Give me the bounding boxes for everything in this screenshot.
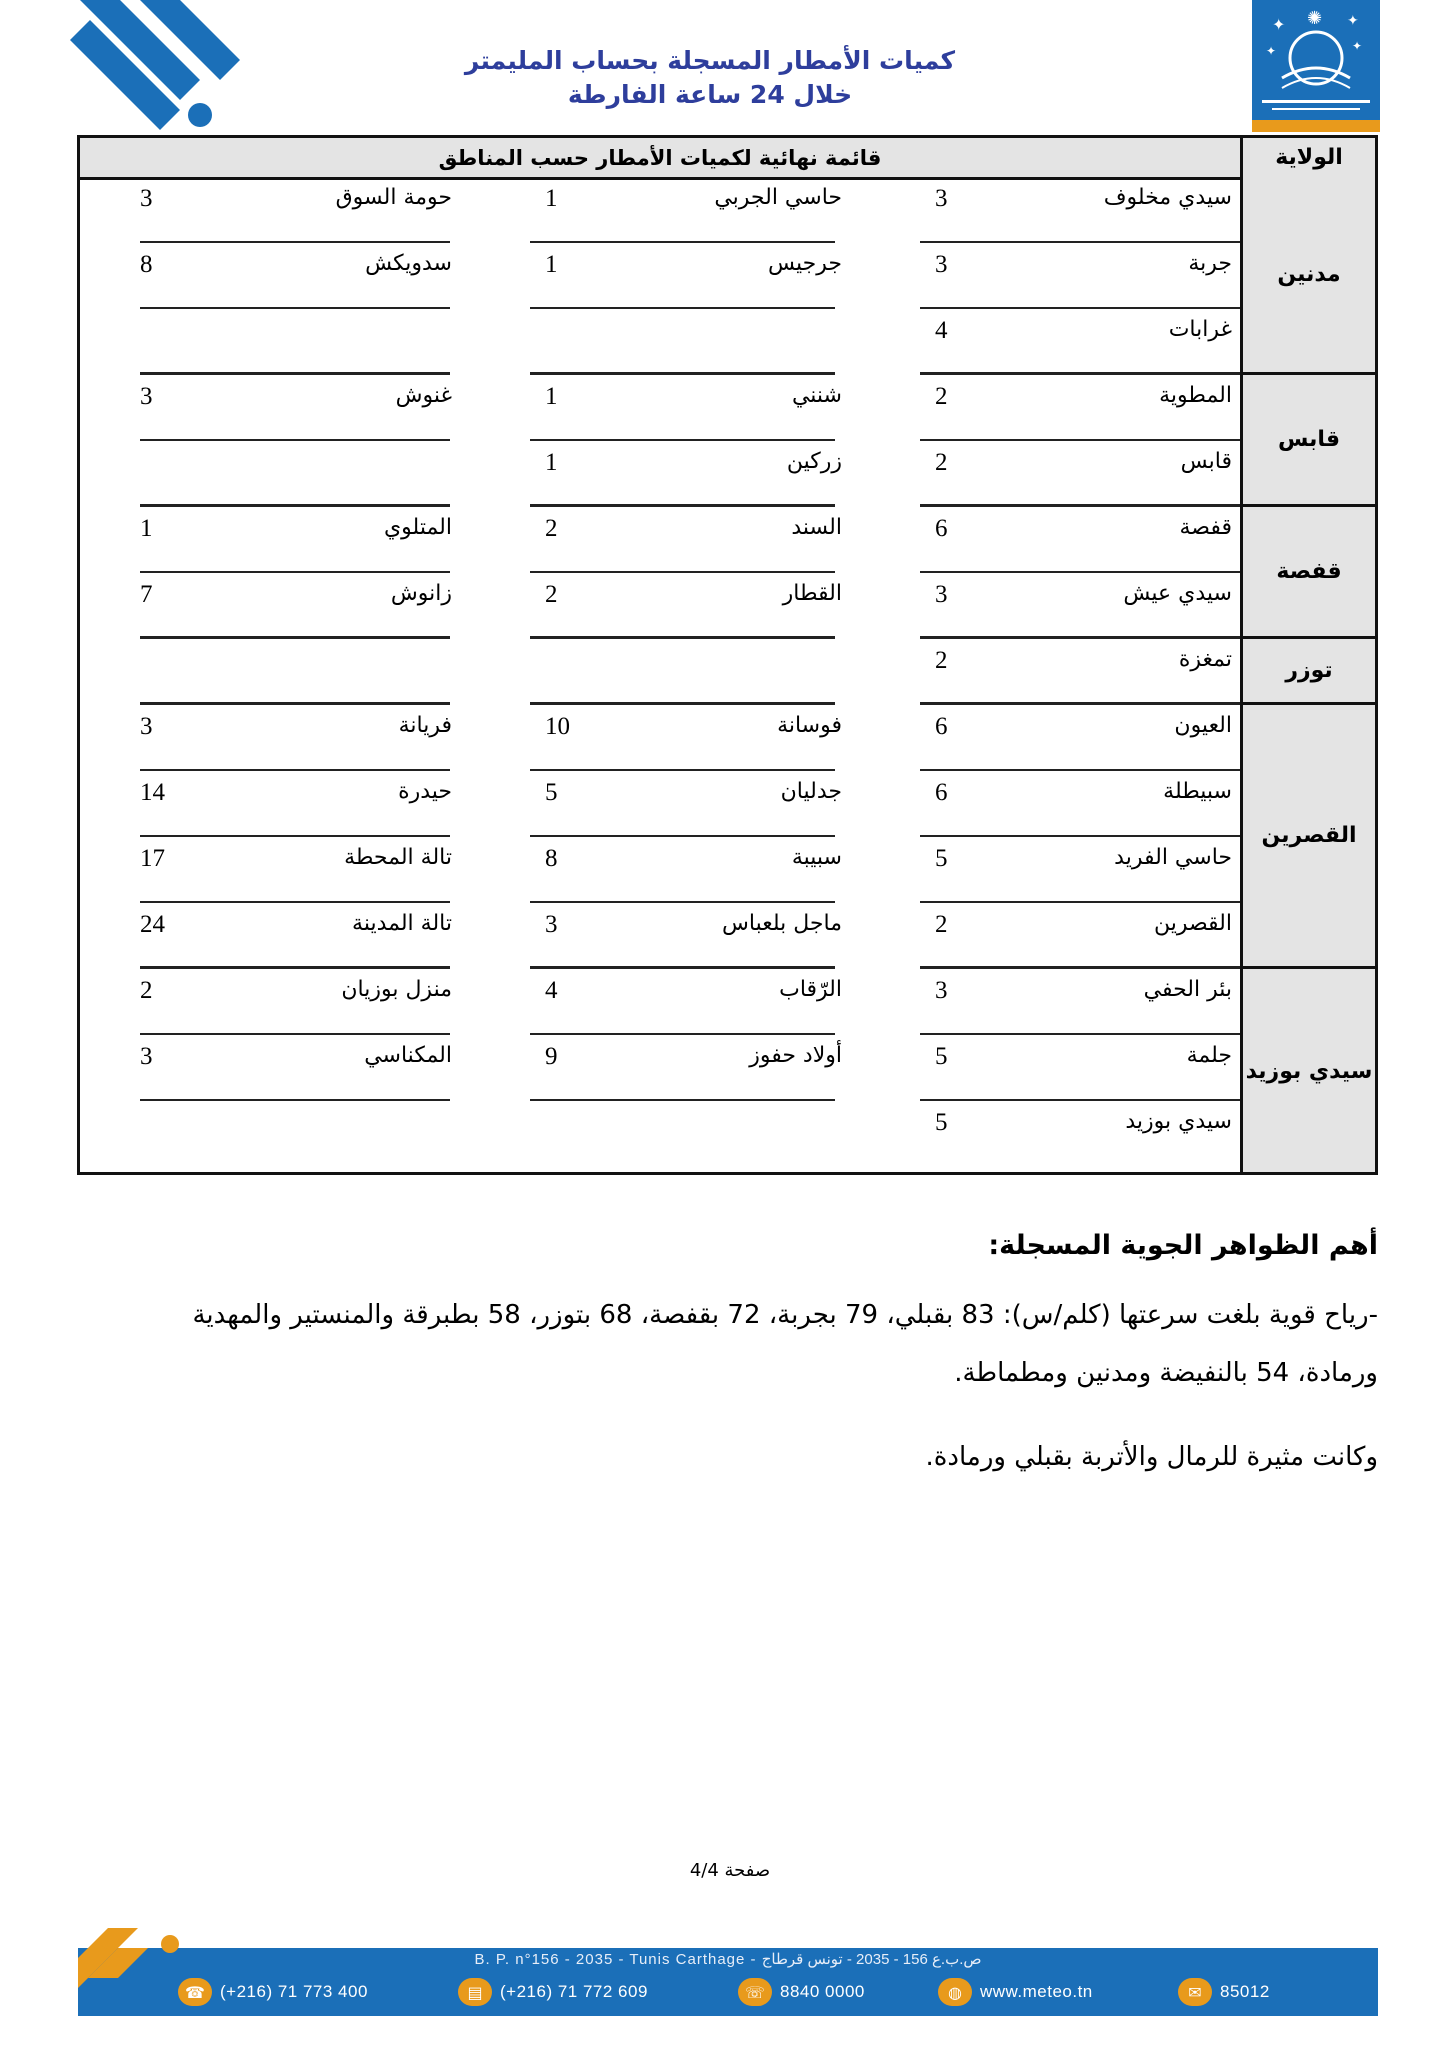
station-name: سيدي عيش <box>1123 581 1232 606</box>
rainfall-value: 4 <box>545 977 558 1004</box>
rainfall-value: 5 <box>935 1109 948 1136</box>
rainfall-value: 2 <box>140 977 153 1004</box>
rainfall-value: 2 <box>935 383 948 410</box>
globe-icon: ◍ <box>938 1978 972 2006</box>
footer-fax <box>458 1978 648 2006</box>
station-name: تمغزة <box>1178 647 1232 672</box>
rainfall-value: 2 <box>935 449 948 476</box>
station-name: جدليان <box>780 779 842 804</box>
station-name: منزل بوزيان <box>341 977 452 1002</box>
sms-number: 85012 <box>1220 1982 1270 2001</box>
station-name: القطار <box>782 581 842 606</box>
rainfall-value: 3 <box>935 185 948 212</box>
table-row <box>80 573 1240 639</box>
rainfall-value: 6 <box>935 713 948 740</box>
wilaya-cell: سيدي بوزيد <box>1245 1058 1373 1084</box>
footer-bar <box>78 1948 1378 2016</box>
footer-sms <box>1178 1978 1270 2006</box>
station-name: سبيبة <box>791 845 842 870</box>
station-name: أولاد حفوز <box>749 1043 842 1068</box>
wilaya-cell: قابس <box>1243 375 1375 507</box>
rainfall-value: 1 <box>545 251 558 278</box>
headset-icon: ☏ <box>738 1978 772 2006</box>
table-row <box>80 375 1240 441</box>
station-name: السند <box>791 515 842 540</box>
wilaya-cell: القصرين <box>1243 705 1375 969</box>
rainfall-value: 17 <box>140 845 165 872</box>
phenomena-heading: أهم الظواهر الجوية المسجلة: <box>988 1230 1378 1261</box>
table-row <box>80 1035 1240 1101</box>
document-title <box>400 44 1020 112</box>
station-name: جرجيس <box>767 251 842 276</box>
table-header <box>80 138 1375 180</box>
footer-address: B. P. n°156 - 2035 - Tunis Carthage - ص.ب.ع 156 - 2035 - تونس قرطاج <box>474 1951 982 1968</box>
rainfall-value: 10 <box>545 713 570 740</box>
station-name: زانوش <box>390 581 452 606</box>
station-name: سيدي مخلوف <box>1103 185 1232 210</box>
station-name: سبيطلة <box>1163 779 1232 804</box>
footer-accent-stripes <box>78 1928 218 2018</box>
table-row <box>80 177 1240 243</box>
rainfall-value: 5 <box>545 779 558 806</box>
rainfall-value: 2 <box>545 515 558 542</box>
station-name: قابس <box>1180 449 1232 474</box>
station-name: حومة السوق <box>335 185 452 210</box>
wilaya-cell: قفصة <box>1243 507 1375 639</box>
rainfall-value: 5 <box>935 1043 948 1070</box>
station-name: المطوية <box>1159 383 1232 408</box>
rainfall-value: 7 <box>140 581 153 608</box>
svg-text:✦: ✦ <box>1272 15 1286 34</box>
table-row <box>80 639 1240 705</box>
rainfall-value: 3 <box>140 383 153 410</box>
wilaya-column <box>1240 177 1375 1172</box>
phone-number: (+216) 71 773 400 <box>220 1982 368 2001</box>
table-header-title: قائمة نهائية لكميات الأمطار حسب المناطق <box>438 146 882 170</box>
paragraph-line: ورمادة، 54 بالنفيضة ومدنين ومطماطة. <box>954 1358 1378 1388</box>
table-row <box>80 969 1240 1035</box>
phenomena-paragraph-1 <box>148 1286 1378 1402</box>
station-name: غرابات <box>1168 317 1232 342</box>
station-name: قفصة <box>1179 515 1232 540</box>
rainfall-value: 3 <box>140 185 153 212</box>
station-name: جلمة <box>1186 1043 1232 1068</box>
rainfall-value: 8 <box>545 845 558 872</box>
title-line-2: خلال 24 ساعة الفارطة <box>567 80 853 109</box>
station-name: جربة <box>1188 251 1232 276</box>
table-row <box>80 243 1240 309</box>
station-name: حاسي الجربي <box>714 185 842 210</box>
station-name: زركين <box>786 449 842 474</box>
station-name: شنني <box>791 383 842 408</box>
fax-icon: ▤ <box>458 1978 492 2006</box>
station-name: تالة المدينة <box>352 911 452 936</box>
rainfall-value: 2 <box>935 647 948 674</box>
station-name: الرّقاب <box>779 977 842 1002</box>
rainfall-value: 3 <box>935 581 948 608</box>
station-name: تالة المحطة <box>344 845 452 870</box>
table-row <box>80 1101 1240 1167</box>
rainfall-value: 2 <box>545 581 558 608</box>
fax-number: (+216) 71 772 609 <box>500 1982 648 2001</box>
station-name: سيدي بوزيد <box>1125 1109 1232 1134</box>
station-name: فريانة <box>398 713 452 738</box>
table-row <box>80 705 1240 771</box>
station-name: فوسانة <box>777 713 842 738</box>
rainfall-value: 1 <box>140 515 153 542</box>
phenomena-paragraph-2: وكانت مثيرة للرمال والأتربة بقبلي ورمادة. <box>925 1442 1378 1472</box>
rainfall-value: 3 <box>545 911 558 938</box>
rainfall-value: 24 <box>140 911 165 938</box>
rainfall-value: 8 <box>140 251 153 278</box>
hotline-number: 8840 0000 <box>780 1982 865 2001</box>
station-name: العيون <box>1174 713 1232 738</box>
rainfall-value: 6 <box>935 779 948 806</box>
wilaya-cell: توزر <box>1243 639 1375 705</box>
station-name: ماجل بلعباس <box>722 911 842 936</box>
rainfall-value: 9 <box>545 1043 558 1070</box>
phone-icon: ☎ <box>178 1978 212 2006</box>
table-row <box>80 309 1240 375</box>
header-stripes-graphic <box>70 0 240 140</box>
station-name: سدويكش <box>365 251 452 276</box>
rainfall-value: 1 <box>545 383 558 410</box>
table-row <box>80 507 1240 573</box>
svg-text:✦: ✦ <box>1347 13 1359 29</box>
station-name: المكناسي <box>364 1043 452 1068</box>
rainfall-value: 3 <box>935 251 948 278</box>
paragraph-line: -رياح قوية بلغت سرعتها (كلم/س): 83 بقبلي، 79 بجربة، 72 بقفصة، 68 بتوزر، 58 بطبرقة والمنستير والمهدية <box>192 1300 1378 1330</box>
station-name: القصرين <box>1153 911 1232 936</box>
rainfall-value: 3 <box>935 977 948 1004</box>
page-number: صفحة 4/4 <box>689 1860 771 1881</box>
svg-text:✺: ✺ <box>1307 8 1323 29</box>
station-name: غنوش <box>395 383 452 408</box>
website-link[interactable]: www.meteo.tn <box>980 1982 1093 2001</box>
rainfall-value: 1 <box>545 185 558 212</box>
rainfall-value: 3 <box>140 713 153 740</box>
title-line-1: كميات الأمطار المسجلة بحساب المليمتر <box>464 46 956 75</box>
station-name: حيدرة <box>398 779 452 804</box>
rainfall-value: 2 <box>935 911 948 938</box>
footer-web[interactable] <box>938 1978 1093 2006</box>
rainfall-value: 3 <box>140 1043 153 1070</box>
station-name: بئر الحفي <box>1143 977 1232 1002</box>
table-row <box>80 903 1240 969</box>
svg-text:✦: ✦ <box>1352 39 1363 53</box>
station-name: المتلوي <box>383 515 452 540</box>
table-header-wilaya: الولاية <box>1240 138 1375 177</box>
table-row <box>80 837 1240 903</box>
footer-hotline <box>738 1978 865 2006</box>
svg-text:✦: ✦ <box>1266 44 1277 58</box>
station-name: حاسي الفريد <box>1114 845 1232 870</box>
rainfall-value: 4 <box>935 317 948 344</box>
rainfall-value: 5 <box>935 845 948 872</box>
institute-logo <box>1252 0 1380 132</box>
wilaya-cell: مدنين <box>1243 177 1375 375</box>
rainfall-value: 14 <box>140 779 165 806</box>
rainfall-table <box>77 135 1378 1175</box>
rainfall-value: 1 <box>545 449 558 476</box>
rainfall-value: 6 <box>935 515 948 542</box>
table-row <box>80 771 1240 837</box>
sms-icon: ✉ <box>1178 1978 1212 2006</box>
table-row <box>80 441 1240 507</box>
